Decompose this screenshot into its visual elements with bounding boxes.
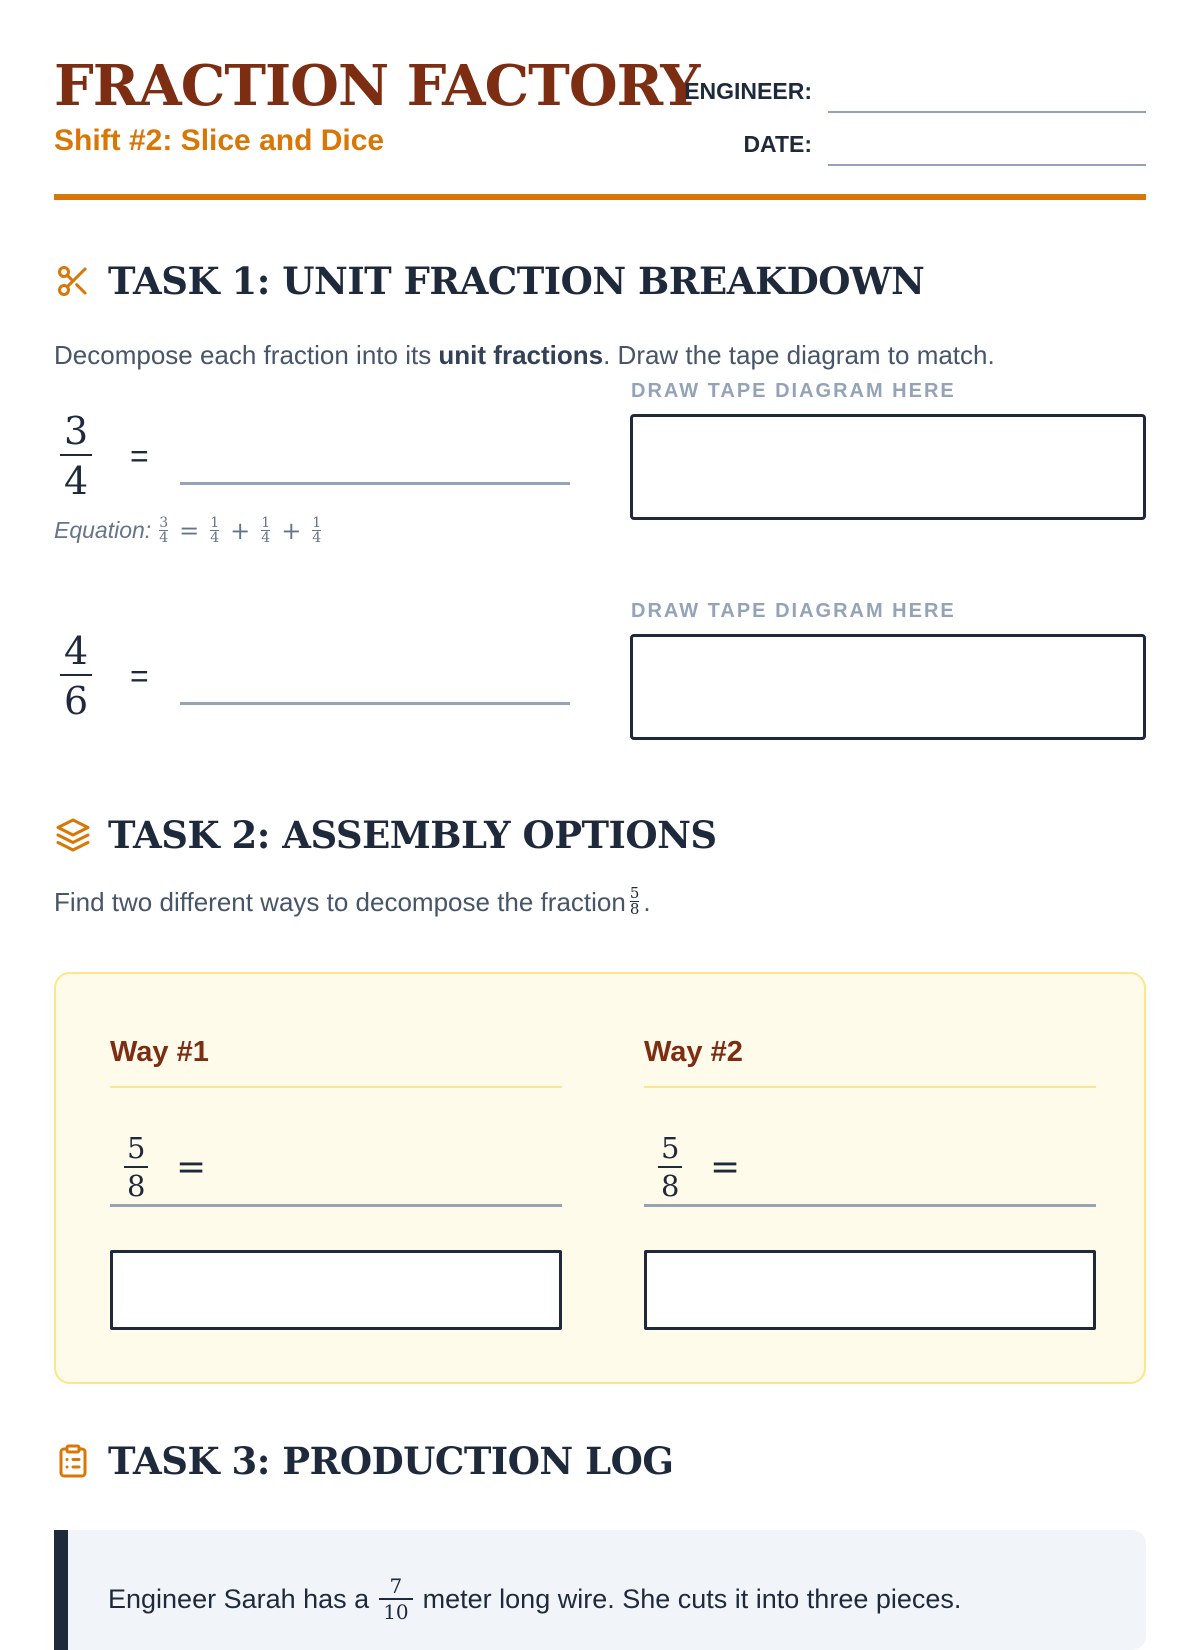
- assembly-options-panel: [54, 972, 1146, 1384]
- problem1-equation: [54, 516, 324, 545]
- task1-instructions-pre: Decompose each fraction into its: [54, 340, 439, 370]
- eq-term1-num: 1: [210, 515, 220, 531]
- eq-plus-2: +: [281, 516, 302, 545]
- way2-divider: [644, 1086, 1096, 1088]
- eq-term3-num: 1: [312, 515, 322, 531]
- eq-term3-den: 4: [312, 530, 322, 546]
- way2-num: 5: [661, 1131, 680, 1165]
- story-accent-bar: [54, 1530, 68, 1650]
- eq-term1-fraction: [210, 516, 219, 545]
- story-text: [108, 1576, 961, 1622]
- problem2-tape-label: DRAW TAPE DIAGRAM HERE: [631, 600, 956, 622]
- equation-label: Equation:: [54, 517, 152, 543]
- scissors-icon: [54, 262, 92, 300]
- task2-instructions-post: .: [643, 886, 651, 917]
- eq-term2-den: 4: [261, 530, 271, 546]
- way1-equals: =: [176, 1147, 207, 1188]
- eq-equals: =: [179, 516, 200, 545]
- problem1-fraction: [60, 409, 92, 503]
- eq-lhs-den: 4: [159, 530, 169, 546]
- page-subtitle: Shift #2: Slice and Dice: [54, 124, 385, 157]
- task1-instructions-post: . Draw the tape diagram to match.: [603, 340, 995, 370]
- page-title: FRACTION FACTORY: [54, 53, 700, 119]
- task1-title: TASK 1: UNIT FRACTION BREAKDOWN: [108, 258, 925, 303]
- story-frac-num: 7: [389, 1574, 403, 1598]
- way2-tape-box[interactable]: [644, 1250, 1096, 1330]
- way2-title: Way #2: [644, 1036, 743, 1068]
- way1-fraction: [124, 1131, 148, 1203]
- way2-fraction: [658, 1131, 682, 1203]
- problem1-tape-box[interactable]: [630, 414, 1146, 520]
- way2-answer-line[interactable]: [644, 1204, 1096, 1207]
- eq-term3-fraction: [312, 516, 321, 545]
- layers-icon: [54, 816, 92, 854]
- way1-answer-line[interactable]: [110, 1204, 562, 1207]
- problem1-tape-label: DRAW TAPE DIAGRAM HERE: [631, 380, 956, 402]
- task3-heading: [54, 1438, 674, 1483]
- task1-instructions: [54, 342, 995, 368]
- header-divider: [54, 194, 1146, 200]
- way1-tape-box[interactable]: [110, 1250, 562, 1330]
- story-frac-den: 10: [383, 1600, 409, 1624]
- task1-heading: [54, 258, 925, 303]
- problem1-equals: =: [130, 438, 149, 474]
- way2-den: 8: [661, 1169, 680, 1203]
- eq-term2-num: 1: [261, 515, 271, 531]
- problem2-answer-line[interactable]: [180, 702, 570, 705]
- story-fraction: [379, 1576, 412, 1622]
- problem2-numerator: 4: [64, 629, 89, 673]
- problem1-answer-line[interactable]: [180, 482, 570, 485]
- task2-fraction-den: 8: [629, 900, 640, 918]
- way1-num: 5: [127, 1131, 146, 1165]
- task2-fraction-num: 5: [629, 884, 640, 902]
- problem2-fraction: [60, 629, 92, 723]
- way1-den: 8: [127, 1169, 146, 1203]
- task2-instructions: [54, 886, 651, 917]
- clipboard-icon: [54, 1442, 92, 1480]
- eq-term1-den: 4: [210, 530, 220, 546]
- way1-title: Way #1: [110, 1036, 209, 1068]
- task3-title: TASK 3: PRODUCTION LOG: [108, 1438, 674, 1483]
- task1-instructions-bold: unit fractions: [438, 340, 604, 370]
- date-label: DATE:: [743, 131, 812, 157]
- way2-equals: =: [710, 1147, 741, 1188]
- task2-fraction: [630, 886, 640, 917]
- task2-instructions-pre: Find two different ways to decompose the fraction: [54, 886, 626, 917]
- story-pre: Engineer Sarah has a: [108, 1583, 370, 1614]
- eq-lhs-num: 3: [159, 515, 169, 531]
- problem2-equals: =: [130, 658, 149, 694]
- production-log-card: [54, 1530, 1146, 1650]
- eq-term2-fraction: [261, 516, 270, 545]
- worksheet-page: [54, 0, 1146, 1624]
- eq-plus-1: +: [230, 516, 251, 545]
- engineer-label: ENGINEER:: [684, 78, 812, 104]
- problem2-tape-box[interactable]: [630, 634, 1146, 740]
- engineer-field[interactable]: [828, 111, 1146, 113]
- eq-lhs-fraction: [159, 516, 168, 545]
- task2-title: TASK 2: ASSEMBLY OPTIONS: [108, 812, 717, 857]
- problem2-denominator: 6: [64, 679, 89, 723]
- task2-heading: [54, 812, 717, 857]
- problem1-denominator: 4: [64, 459, 89, 503]
- problem1-numerator: 3: [64, 409, 89, 453]
- way1-divider: [110, 1086, 562, 1088]
- story-post: meter long wire. She cuts it into three pieces.: [422, 1583, 962, 1614]
- date-field[interactable]: [828, 164, 1146, 166]
